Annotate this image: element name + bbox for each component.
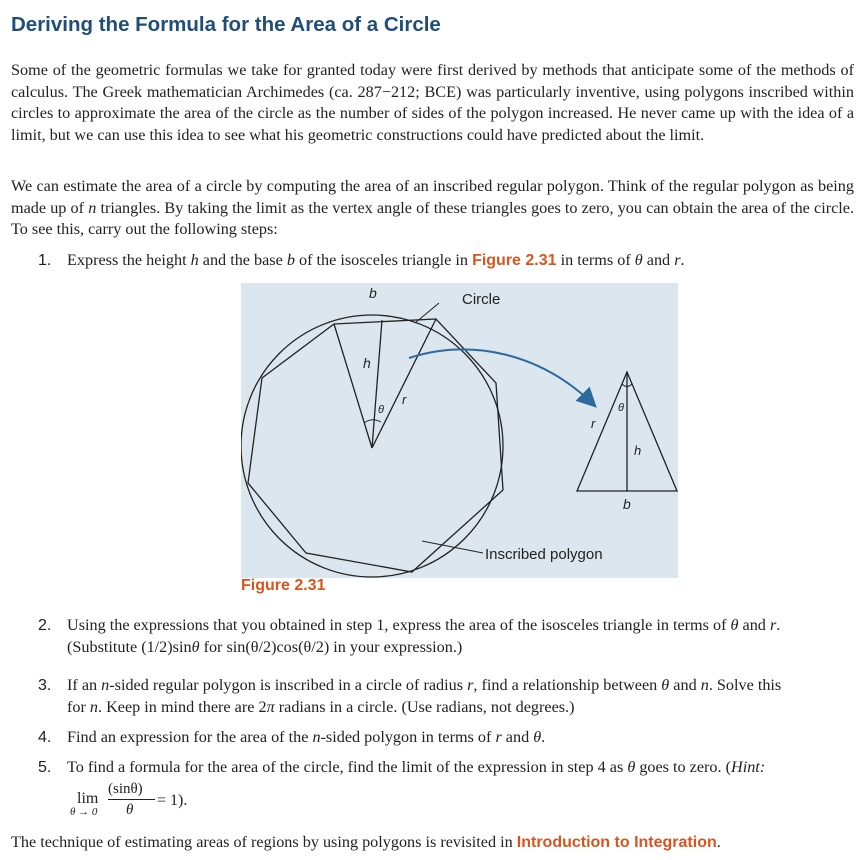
- small-theta: θ: [618, 402, 624, 414]
- label-b-top: b: [369, 285, 377, 301]
- label-r: r: [402, 392, 407, 407]
- step-text: To find a formula for the area of the circle, find the limit of the expression in step 4 as θ goes to zero. (Hint:: [67, 758, 766, 776]
- figure-caption: Figure 2.31: [241, 577, 326, 594]
- limit-operator: lim: [77, 790, 99, 807]
- limit-equals: = 1).: [157, 792, 188, 809]
- step-5: [38, 757, 854, 817]
- inscribed-polygon: [248, 319, 503, 572]
- label-theta: θ: [378, 404, 384, 416]
- circle-polygon-diagram: [241, 283, 678, 578]
- closing-paragraph: The technique of estimating areas of regions by using polygons is revisited in Introduction to Integration.: [11, 833, 721, 851]
- small-r: r: [591, 416, 596, 431]
- label-h: h: [363, 355, 371, 371]
- transfer-arrow: [409, 349, 594, 405]
- step-number: 5.: [38, 759, 52, 776]
- small-b: b: [623, 496, 631, 512]
- step-number: 4.: [38, 729, 52, 746]
- label-inscribed-polygon: Inscribed polygon: [485, 546, 603, 563]
- page-title: Deriving the Formula for the Area of a Circle: [11, 13, 441, 36]
- label-circle: Circle: [462, 291, 501, 308]
- fraction-numerator: (sinθ): [108, 781, 143, 797]
- step-number: 2.: [38, 617, 52, 634]
- small-h: h: [634, 443, 642, 458]
- step-text: Express the height h and the base b of the isosceles triangle in Figure 2.31 in terms of θ and r.: [67, 251, 685, 269]
- step-number: 3.: [38, 677, 52, 694]
- step-text: If an n-sided regular polygon is inscribed in a circle of radius r, find a relationship between θ and n. Solve this for n. Keep in mind there are 2π radians in a circle. (Use radians, not degrees.): [67, 676, 782, 716]
- intro-paragraph-2: We can estimate the area of a circle by computing the area of an inscribed regular polygon. Think of the regular polygon as being made up of n triangles. By taking the limit as the vertex angle of these triangles goes to zero, you can obtain the area of the circle. To see this, carry out the following steps:: [11, 177, 854, 238]
- figure-2-31: [241, 283, 678, 578]
- intro-paragraph-1: Some of the geometric formulas we take for granted today were first derived by methods that anticipate some of the methods of calculus. The Greek mathematician Archimedes (ca. 287−212; BCE) was particularly inventive, using polygons inscribed within circles to approximate the area of the circle as the number of sides of the polygon increased. He never came up with the idea of a limit, but we can use this idea to see what his geometric constructions could have predicted about the limit.: [11, 61, 854, 144]
- limit-subscript: θ → 0: [70, 806, 98, 818]
- fraction-denominator: θ: [126, 802, 134, 818]
- introduction-to-integration-link[interactable]: Introduction to Integration: [516, 834, 717, 851]
- step-text: Using the expressions that you obtained in step 1, express the area of the isosceles triangle in terms of θ and r. (Substitute (1/2)sinθ for sin(θ/2)cos(θ/2) in your expression.): [67, 616, 781, 656]
- figure-2-31-link[interactable]: Figure 2.31: [472, 252, 557, 269]
- step-number: 1.: [38, 252, 52, 269]
- step-text: Find an expression for the area of the n-sided polygon in terms of r and θ.: [67, 728, 546, 746]
